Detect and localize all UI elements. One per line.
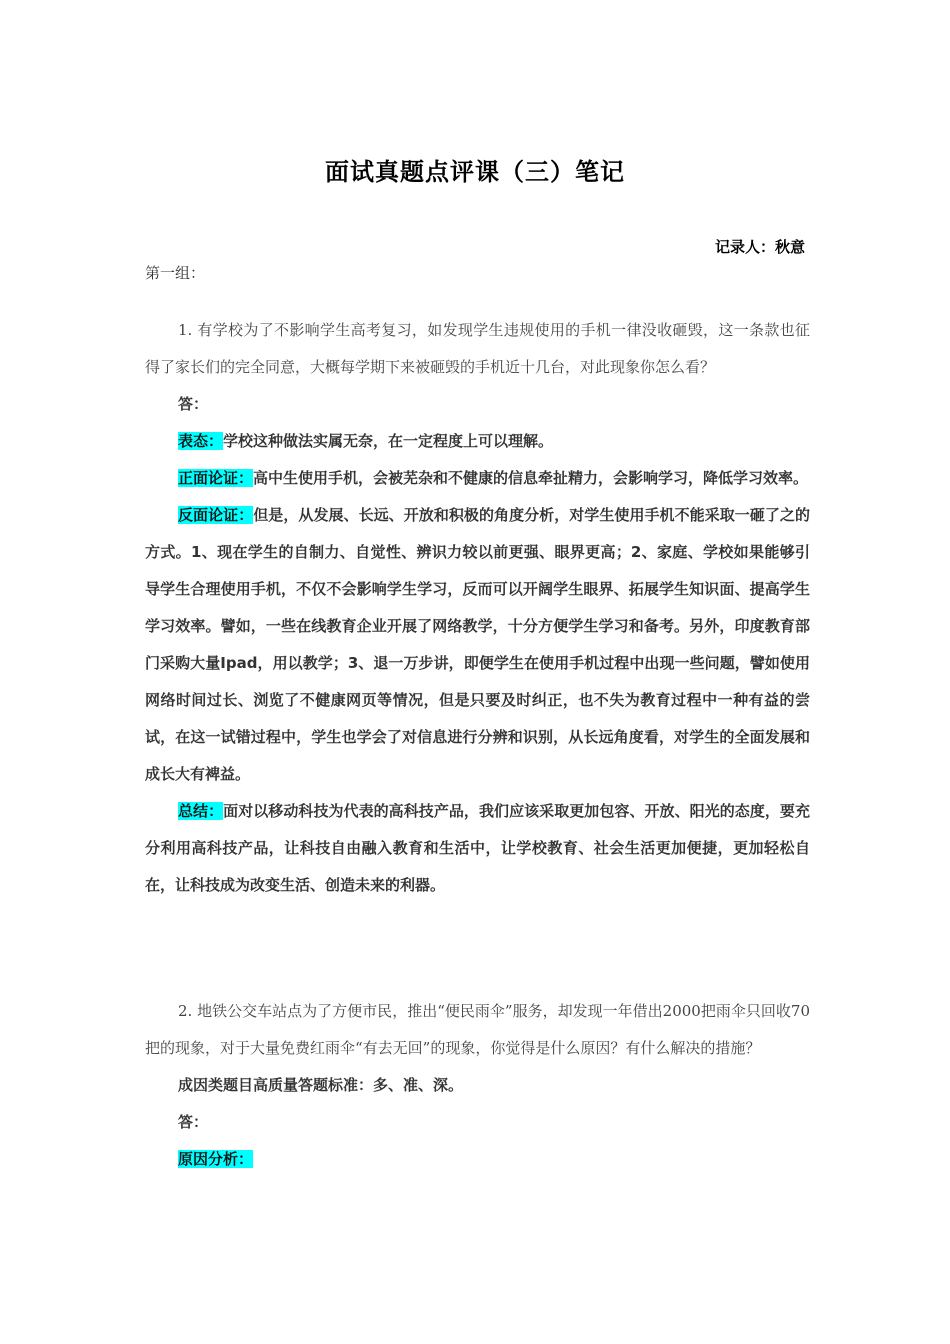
cause-analysis-line — [145, 1141, 810, 1178]
answer-standard: 成因类题目高质量答题标准：多、准、深。 — [178, 1076, 464, 1094]
recorder-line: 记录人：秋意 — [714, 238, 805, 256]
stance-label: 表态： — [178, 432, 224, 450]
pro-argument-label: 正面论证： — [178, 469, 254, 487]
con-argument-label: 反面论证： — [178, 506, 254, 524]
question-1-block — [145, 312, 810, 904]
summary-paragraph — [145, 793, 810, 904]
answer-label-2: 答： — [178, 1113, 209, 1131]
con-argument-text: 但是，从发展、长远、开放和积极的角度分析，对学生使用手机不能采取一砸了之的方式。1、现在学生的自制力、自觉性、辨识力较以前更强、眼界更高；2、家庭、学校如果能够引导学生合理使用手机，不仅不会影响学生学习，反而可以开阔学生眼界、拓展学生知识面、提高学生学习效率。譬如，一些在线教育企业开展了网络教学，十分方便学生学习和备考。另外，印度教育部门采购大量Ipad，用以教学；3、退一万步讲，即便学生在使用手机过程中出现一些问题，譬如使用网络时间过长、浏览了不健康网页等情况，但是只要及时纠正，也不失为教育过程中一种有益的尝试，在这一试错过程中，学生也学会了对信息进行分辨和识别，从长远角度看，对学生的全面发展和成长大有裨益。 — [145, 506, 810, 783]
summary-text: 面对以移动科技为代表的高科技产品，我们应该采取更加包容、开放、阳光的态度，要充分利用高科技产品，让科技自由融入教育和生活中，让学校教育、社会生活更加便捷，更加轻松自在，让科技成为改变生活、创造未来的利器。 — [145, 802, 810, 894]
group-heading: 第一组： — [145, 264, 206, 282]
summary-label: 总结： — [178, 802, 224, 820]
pro-argument-paragraph — [145, 460, 810, 497]
question-2-text: 2. 地铁公交车站点为了方便市民，推出“便民雨伞”服务，却发现一年借出2000把雨伞只回收70把的现象，对于大量免费红雨伞“有去无回”的现象，你觉得是什么原因？有什么解决的措施？ — [145, 1002, 810, 1057]
page-title: 面试真题点评课（三）笔记 — [325, 158, 625, 186]
stance-text: 学校这种做法实属无奈，在一定程度上可以理解。 — [223, 432, 554, 450]
stance-paragraph — [145, 423, 810, 460]
pro-argument-text: 高中生使用手机，会被芜杂和不健康的信息牵扯精力，会影响学习，降低学习效率。 — [253, 469, 809, 487]
question-2-block — [145, 993, 810, 1178]
question-1-text: 1. 有学校为了不影响学生高考复习，如发现学生违规使用的手机一律没收砸毁，这一条款也征得了家长们的完全同意，大概每学期下来被砸毁的手机近十几台，对此现象你怎么看？ — [145, 321, 810, 376]
answer-label: 答： — [178, 395, 209, 413]
con-argument-paragraph — [145, 497, 810, 793]
cause-analysis-label: 原因分析： — [178, 1150, 254, 1168]
